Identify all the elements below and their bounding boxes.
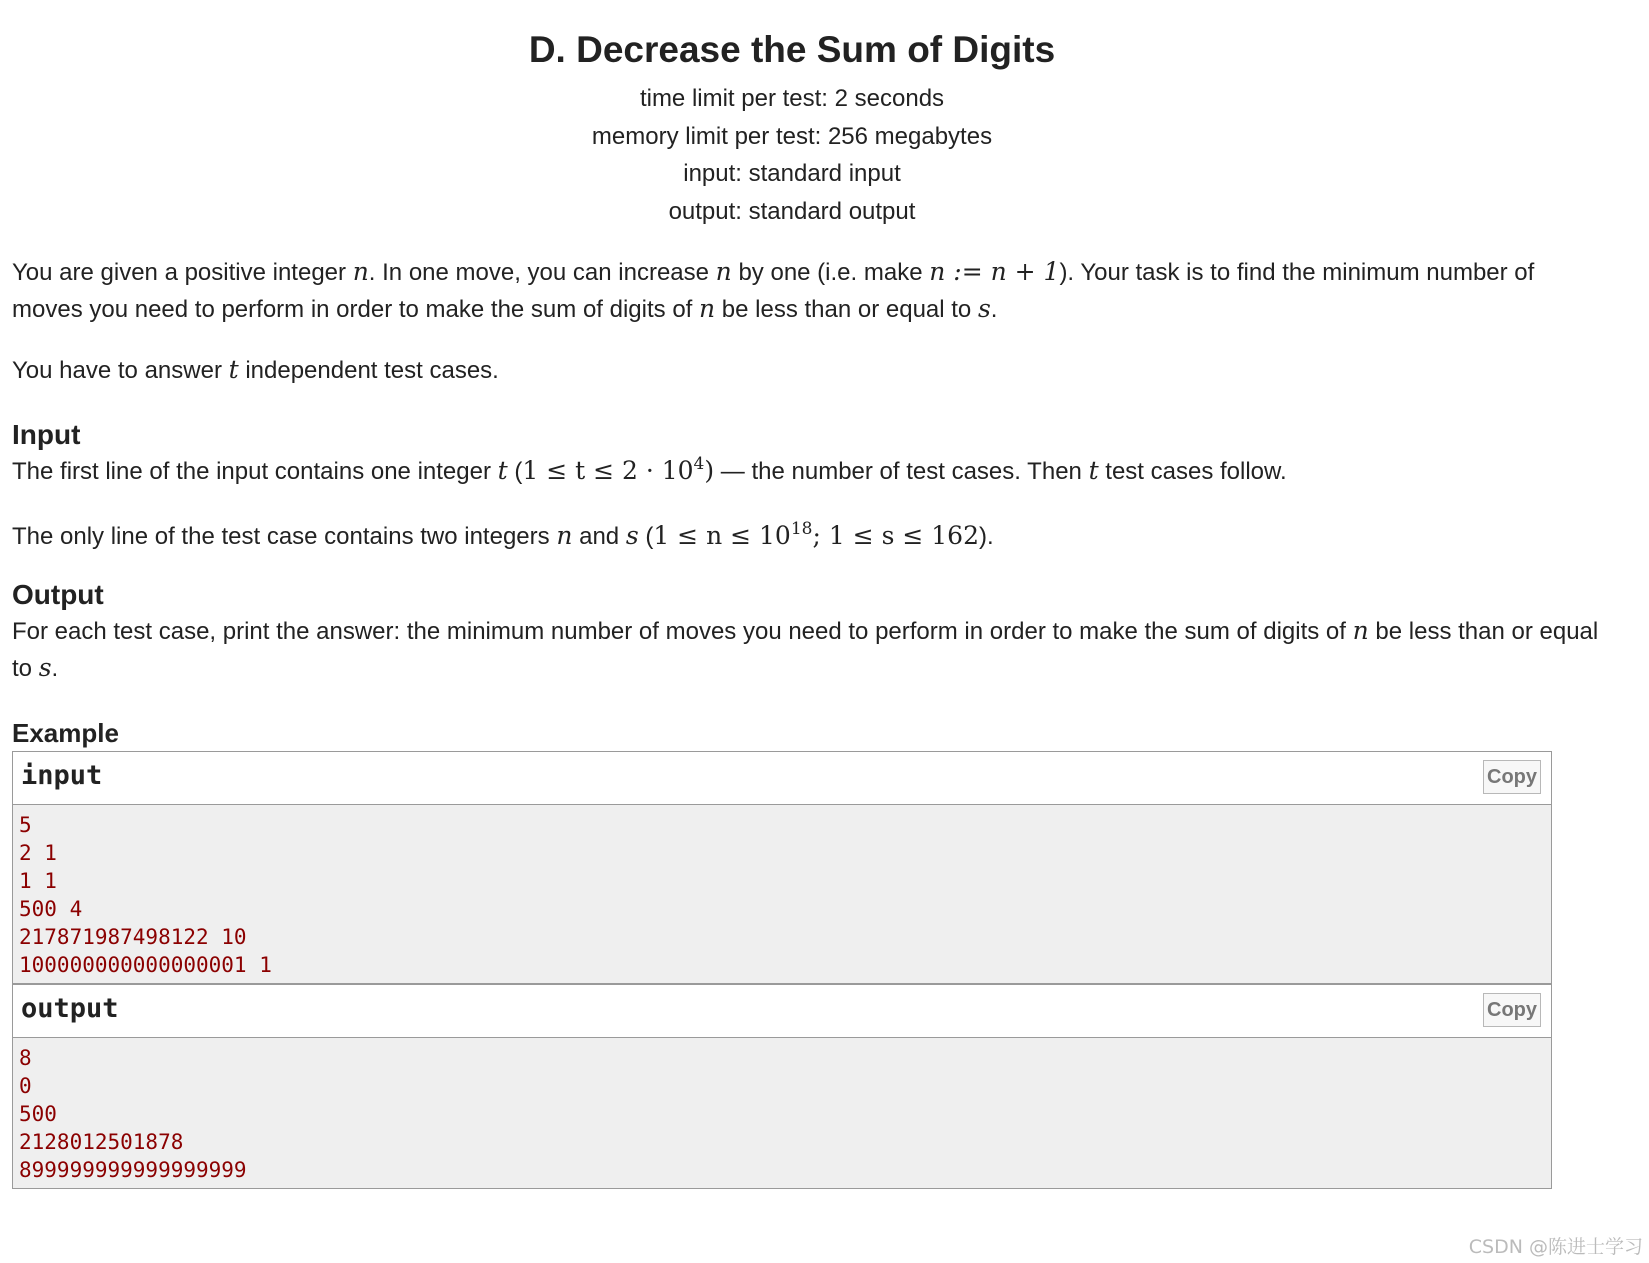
sample-input-body[interactable] <box>13 805 1551 983</box>
time-limit: time limit per test: 2 seconds <box>639 85 945 112</box>
problem-title: D. Decrease the Sum of Digits <box>528 29 1056 70</box>
output-heading: Output <box>12 579 104 610</box>
sample-output-line: 500 <box>19 1102 57 1126</box>
output-paragraph: For each test case, print the answer: the minimum number of moves you need to perform in order to make the sum of digits of n be less than or equal to s. <box>12 616 1599 682</box>
output-target: output: standard output <box>668 197 916 225</box>
var-s: s <box>977 294 991 323</box>
input-source: input: standard input <box>683 160 901 187</box>
var-n: n <box>556 521 573 550</box>
example-section <box>12 715 1636 1189</box>
increment-formula: n := n + 1 <box>929 257 1060 286</box>
sample-output-line: 899999999999999999 <box>19 1158 247 1182</box>
output-specification <box>12 577 1636 687</box>
problem-header <box>12 0 1572 230</box>
var-n: n <box>352 257 369 286</box>
var-n: n <box>1352 616 1369 645</box>
sample-output-body[interactable] <box>13 1038 1551 1188</box>
t-range-exponent: 4 <box>693 454 705 474</box>
sample-input-label: input <box>21 760 103 791</box>
sample-input-line: 500 4 <box>19 897 83 921</box>
sample-output-line: 0 <box>19 1074 32 1098</box>
sample-output-line: 2128012501878 <box>19 1130 184 1154</box>
sample-input-header <box>13 752 1551 805</box>
limits-list <box>12 80 1572 230</box>
var-s: s <box>625 521 639 550</box>
sample-output-line: 8 <box>19 1046 32 1070</box>
var-s: s <box>38 653 52 682</box>
statement-paragraph-2: You have to answer t independent test cases. <box>12 355 499 384</box>
var-n: n <box>699 294 716 323</box>
statement-paragraph-1: You are given a positive integer n. In one move, you can increase n by one (i.e. make n := n + 1). Your task is to find the minimum number of moves you need to perform in order to make the sum of digits of n be less than or equal to s. <box>12 257 1535 323</box>
var-n: n <box>715 257 732 286</box>
memory-limit: memory limit per test: 256 megabytes <box>591 122 993 150</box>
sample-input-line: 100000000000000001 1 <box>19 953 272 977</box>
t-range: 1 ≤ t ≤ 2 · 10 <box>522 456 694 485</box>
var-t: t <box>1088 456 1099 485</box>
sample-output-header <box>13 985 1551 1038</box>
input-paragraph-2: The only line of the test case contains two integers n and s ($1 \le n \le 10^{18}$; 1 ≤ s ≤ 162). <box>12 519 994 550</box>
var-t: t <box>497 456 508 485</box>
copy-input-button[interactable]: Copy <box>1483 760 1541 794</box>
sample-output-label: output <box>21 993 119 1024</box>
input-paragraph-1: The first line of the input contains one integer t $(1 \le t \le 2 \cdot 10^4)$ — the number of test cases. Then t test cases follow. <box>12 454 1287 485</box>
sample-input-line: 2 1 <box>19 841 57 865</box>
watermark: CSDN @陈进士学习 <box>1468 1236 1643 1258</box>
copy-output-button[interactable]: Copy <box>1483 993 1541 1027</box>
example-heading: Example <box>12 718 119 748</box>
var-t: t <box>228 355 239 384</box>
input-heading: Input <box>12 419 81 450</box>
n-range: 1 ≤ n ≤ 10 <box>653 521 791 550</box>
input-specification <box>12 417 1636 555</box>
example-box <box>12 751 1552 1189</box>
sample-input-line: 217871987498122 10 <box>19 925 247 949</box>
n-range-exponent: 18 <box>790 519 813 539</box>
s-range: ; 1 ≤ s ≤ 162 <box>812 521 979 550</box>
sample-input-line: 1 1 <box>19 869 57 893</box>
sample-input-line: 5 <box>19 813 32 837</box>
problem-statement <box>12 0 1636 1189</box>
